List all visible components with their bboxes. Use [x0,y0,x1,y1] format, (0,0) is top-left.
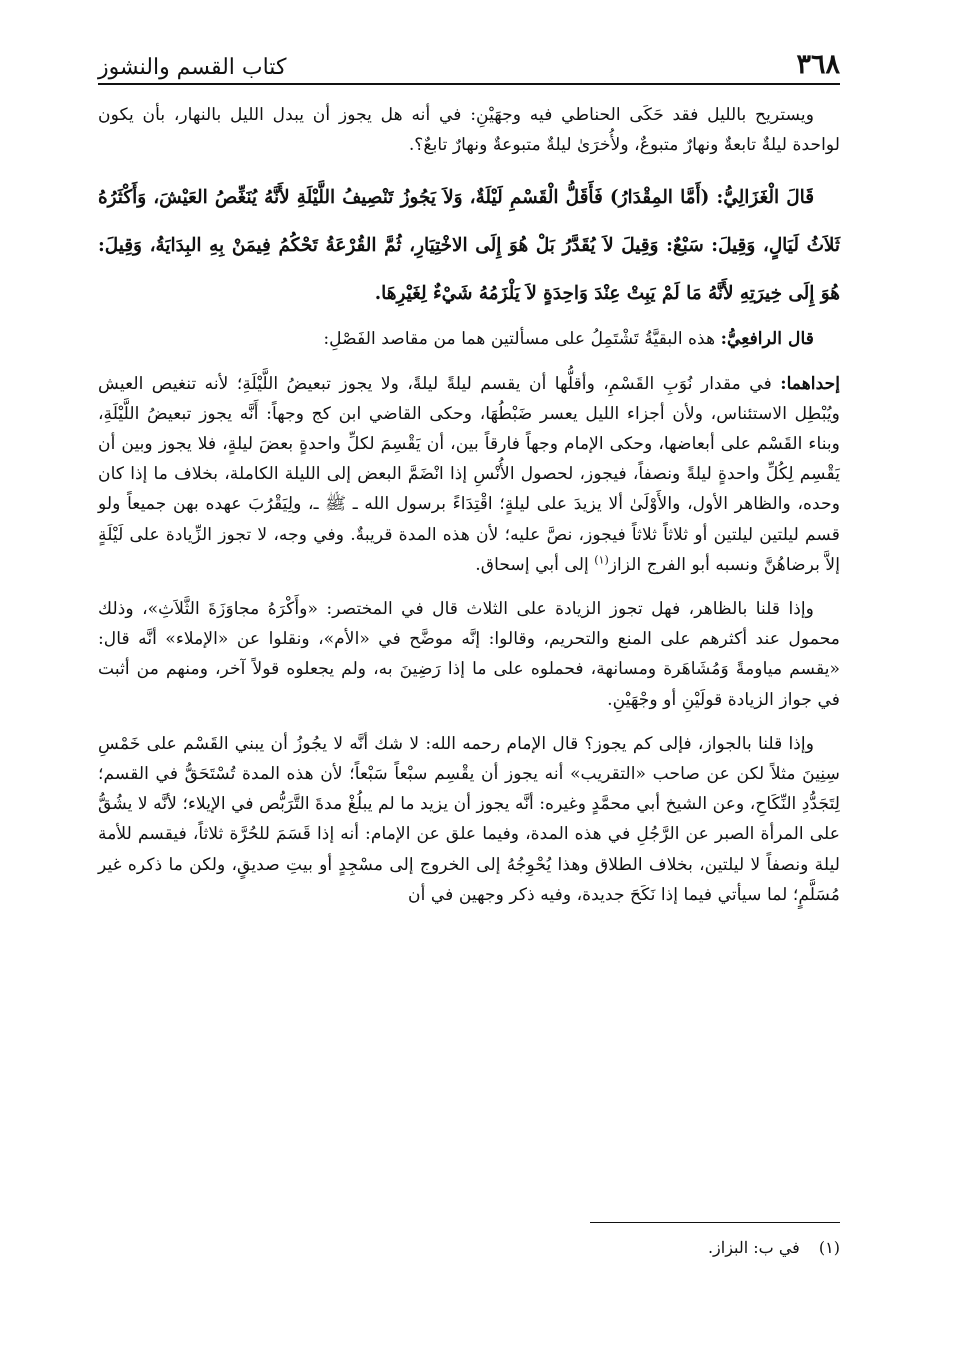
page-number: ٣٦٨ [796,49,840,80]
footnote [98,1238,840,1257]
first-issue-lead: إحداهما: [780,373,840,394]
ghazali-text: (أَمَّا المِقْدَارُ) فَأَقَلُّ الْقَسْمِ لَيْلَةٌ، وَلاَ يَجُوزُ تَنْصِيفُ اللَّيْلَةِ لأَنَّهُ يُنَغِّصُ العَيْشَ، وَأَكْثَرُهُ ثَلاَثُ لَيَالٍ، وَقِيلَ: سَبْعٌ: وَقِيلَ لاَ يُقَدَّرُ بَلْ هُوَ إِلَى الاخْتِيَارِ، ثُمَّ القُرْعَةُ تَحْكُمُ فِيمَنْ بِهِ البِدَايَةُ، وَقِيلَ: هُوَ إِلَى خِيرَتِهِ لأَنَّهُ مَا لَمْ يَبِتْ عِنْدَ وَاحِدَةٍ لاَ يَلْزَمُهُ شَيْءٌ لِغَيْرِهَا. [98,187,840,305]
first-issue-text-end: إلى أبي إسحاق. [475,554,595,575]
paragraph-1: ويستريح بالليل فقد حَكَى الحناطي فيه وجهَيْنِ: في أنه هل يجوز أن يبدل الليل بالنهار، بأن يكون لواحدة ليلةٌ تابعةٌ ونهارٌ متبوعٌ، ولأُخرَىٰ ليلةٌ متبوعةٌ ونهارٌ تابعٌ؟. [98,105,840,156]
page-body [98,100,840,924]
ghazali-lead: قَالَ الْغَزَالِيُّ: [716,187,814,209]
footnote-text: في ب: البزاز. [707,1238,800,1257]
footnote-reference[interactable]: (١) [594,553,609,567]
paragraph-first-issue [98,369,840,580]
paragraph-rafii [98,324,840,354]
paragraph-zahir: وإذا قلنا بالظاهر، فهل تجوز الزيادة على الثلاث قال في المختصر: «وأَكْرَهُ مجاوَزَةَ الثَّلاَثِ»، وذلك محمول عند أكثرهم على المنع والتحريم، وقالوا: إنَّه موضَّح في «الأم»، ونقلوا عن «الإملاء» أنَّه قال: «يقسم مياومةً وَمُشَاهَرة ومسانهة، فحملوه على ما إذا رَضِينَ به، ولم يجعلوه قولاً آخر، ومنهم من أثبت في جواز الزيادة قولَيْنِ أو وجْهَيْنِ. [98,599,840,710]
paragraph-jawaz: وإذا قلنا بالجواز، فإلى كم يجوز؟ قال الإمام رحمه الله: لا شك أنَّه لا يجُوزُ أن يبني القَسْم على خَمْسِ سِنِينَ مثلاً لكن عن صاحب «التقريب» أنه يجوز أن يقْسِم سبْعاً سَبْعاً؛ لأن هذه المدة تُسْتَحَقُّ في القسم؛ لِتَجَدُّدِ النِّكَاحِ، وعن الشيخ أبي محمَّدٍ وغيره: أنَّه يجوز أن يزيد ما لم يبلُغْ مدةَ التَّرَبُّص في الإيلاء؛ لأنَّه لا يشُقُّ على المرأة الصبر عن الرَّجُلِ في هذه المدة، وفيما علق عن الإمام: أنه إذا قَسَمَ للحُرَّة ثلاثاً، فيقسم للأمة ليلة ونصفاً لا ليلتين، بخلاف الطلاق وهذا يُحْوِجُهُ إلى الخروج إلى مسْجِدٍ أو بيتِ صديقٍ، ولكن ما ذكره غير مُسَلَّمٍ؛ لما سيأتي فيما إذا نَكَحَ جديدة، وفيه ذكر وجهين في أن [98,733,840,905]
header-rule [98,83,840,85]
first-issue-text: في مقدار نُوَبِ القَسْمِ، وأقلُّها أن يقسم ليلةً ليلةً، ولا يجوز تبعيضُ اللَّيْلَةِ؛ لأنه تنغيص العيش ويُبْطِل الاستئناس، ولأن أجزاء الليل يعسر ضَبْطُهَا، وحكى القاضي ابن كج وجهاً: أَنَّه يجوز تبعيضُ اللَّيْلَةِ، وبناء القَسْم على أبعاضها، وحكى الإمام وجهاً فارقاً بين، أن يَقْسِمَ لكلِّ واحدةٍ بعضَ ليلةٍ، فلا يجوز وبين أن يَقْسِم لِكُلِّ واحدةٍ ليلةً ونصفاً، فيجوز، لحصول الأُنْسِ إذا انْضَمَّ البعض إلى الليلة الكاملة، بخلاف ما إذا كان وحده، والظاهر الأول، والأَوْلَىٰ ألا يزيدَ على ليلةٍ؛ اقْتِدَاءً برسول الله ـ ﷺ ـ، ولِيَقْرُبَ عهده بهن جميعاً ولو قسم ليلتين ليلتين أو ثلاثاً ثلاثاً فيجوز، نصَّ عليه؛ لأن هذه المدة قريبةٌ. وفي وجه، لا تجوز الزِّيادة على لَيْلَةٍ إلاَّ برضاهُنَّ ونسبه أبو الفرج الزاز [98,373,840,575]
running-title: كتاب القسم والنشوز [98,55,287,80]
footnote-number: (١) [818,1238,840,1257]
paragraph-ghazali [98,174,840,318]
rafii-lead: قال الرافعِيُّ: [720,329,814,350]
footnote-rule [590,1222,840,1223]
rafii-text: هذه البقيَّةُ تَشْتَمِلُ على مسألتين هما من مقاصد الفَصْلِ: [323,329,716,350]
page-header [98,40,840,80]
